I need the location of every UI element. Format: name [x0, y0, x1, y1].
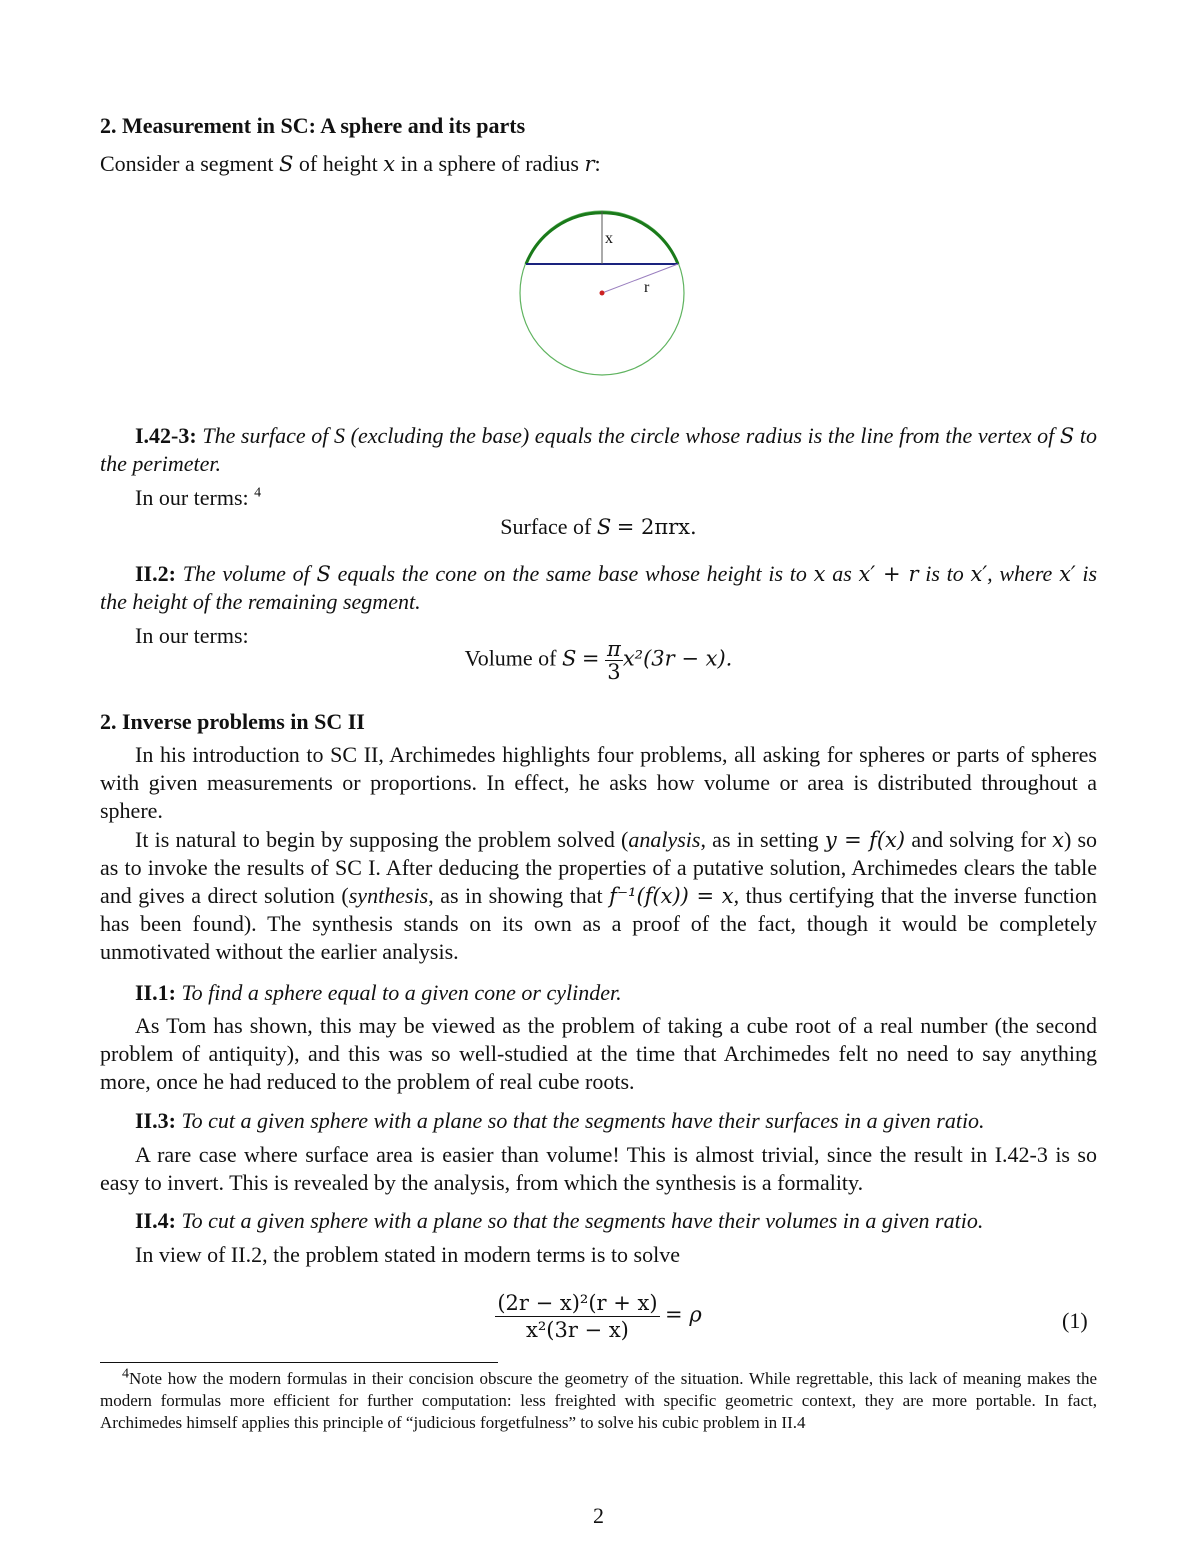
fraction-pi-over-3: $\frac{\pi}{3}$: [607, 637, 621, 684]
label-x: x: [605, 230, 613, 247]
footnote-mark: 4: [254, 485, 262, 501]
paragraph-ii1: As Tom has shown, this may be viewed as the problem of taking a cube root of a real number (the second problem of antiquity), and this was so well-studied at the time that Archimedes felt no need to say anything more, once he had reduced to the problem of real cube roots.: [100, 1013, 1097, 1094]
problem-ii1: II.1: To find a sphere equal to a given cone or cylinder.: [135, 980, 622, 1005]
equation-volume: Volume of S = $\frac{\pi}{3}$ x²(3r − x).: [464, 637, 733, 684]
in-our-terms-1: In our terms: $^4$: [135, 485, 262, 510]
equation-surface: Surface of S = 2πrx.: [500, 514, 697, 539]
equation-number: (1): [1062, 1308, 1088, 1333]
in-our-terms-2: In our terms:: [135, 623, 249, 648]
label-r: r: [644, 279, 650, 296]
equation-1: $\frac{\text{(2r − x)²(r + x)}}{\text{x²(3r − x)}}$ = ρ: [497, 1291, 702, 1342]
section-heading-measurement: 2. Measurement in SC: A sphere and its parts: [100, 113, 526, 138]
problem-ii3: II.3: To cut a given sphere with a plane so that the segments have their surfaces in a given ratio.: [135, 1108, 985, 1133]
radius-line: [602, 264, 678, 293]
intro-sentence: Consider a segment S of height x in a sphere of radius r:: [100, 151, 601, 176]
paragraph-introduction: In his introduction to SC II, Archimedes highlights four problems, all asking for spheres or parts of spheres with given measurements or proportions. In effect, he asks how volume or area is distributed throughout a sphere.: [100, 742, 1097, 823]
equation-1-fraction: $\frac{\text{(2r − x)²(r + x)}}{\text{x²(3r − x)}}$: [497, 1291, 658, 1342]
sphere-segment-figure: [500, 200, 700, 390]
paragraph-ii3: A rare case where surface area is easier than volume! This is almost trivial, since the result in I.42-3 is so easy to invert. This is revealed by the analysis, from which the synthesis is a formality.: [100, 1142, 1097, 1195]
paragraph-analysis-synthesis: It is natural to begin by supposing the problem solved (analysis, as in setting y = f(x) and solving for x) so as to invoke the results of SC I. After deducing the properties of a putative solution, Archimedes clears the table and gives a direct solution (synthesis, as in showing that f⁻¹(f(x)) = x, thus certifying that the inverse function has been found). The synthesis stands on its own as a proof of the fact, though it would be completely unmotivated without the earlier analysis.: [100, 827, 1098, 964]
proposition-i42-3: I.42-3: The surface of S (excluding the base) equals the circle whose radius is the line from the vertex of S to the perimeter.: [100, 423, 1098, 476]
footnote-rule: [100, 1362, 498, 1363]
section-heading-inverse-problems: 2. Inverse problems in SC II: [100, 709, 365, 734]
footnote-number: 4: [122, 1366, 129, 1382]
problem-ii4: II.4: To cut a given sphere with a plane so that the segments have their volumes in a given ratio.: [135, 1208, 984, 1233]
paragraph-ii4: In view of II.2, the problem stated in modern terms is to solve: [135, 1242, 680, 1267]
footnote-4: $^4$Note how the modern formulas in their concision obscure the geometry of the situation. While regrettable, this lack of meaning makes the modern formulas more efficient for further computation: less freighted with specific geometric context, they are more portable. In fact, Archimedes himself applies this principle of “judicious forgetfulness” to solve his cubic problem in II.4: [100, 1366, 1097, 1432]
center-point: [600, 291, 605, 296]
proposition-ii2: II.2: The volume of S equals the cone on the same base whose height is to x as x′ + r is to x′, where x′ is the height of the remaining segment.: [100, 561, 1098, 614]
page-number: 2: [593, 1503, 604, 1528]
